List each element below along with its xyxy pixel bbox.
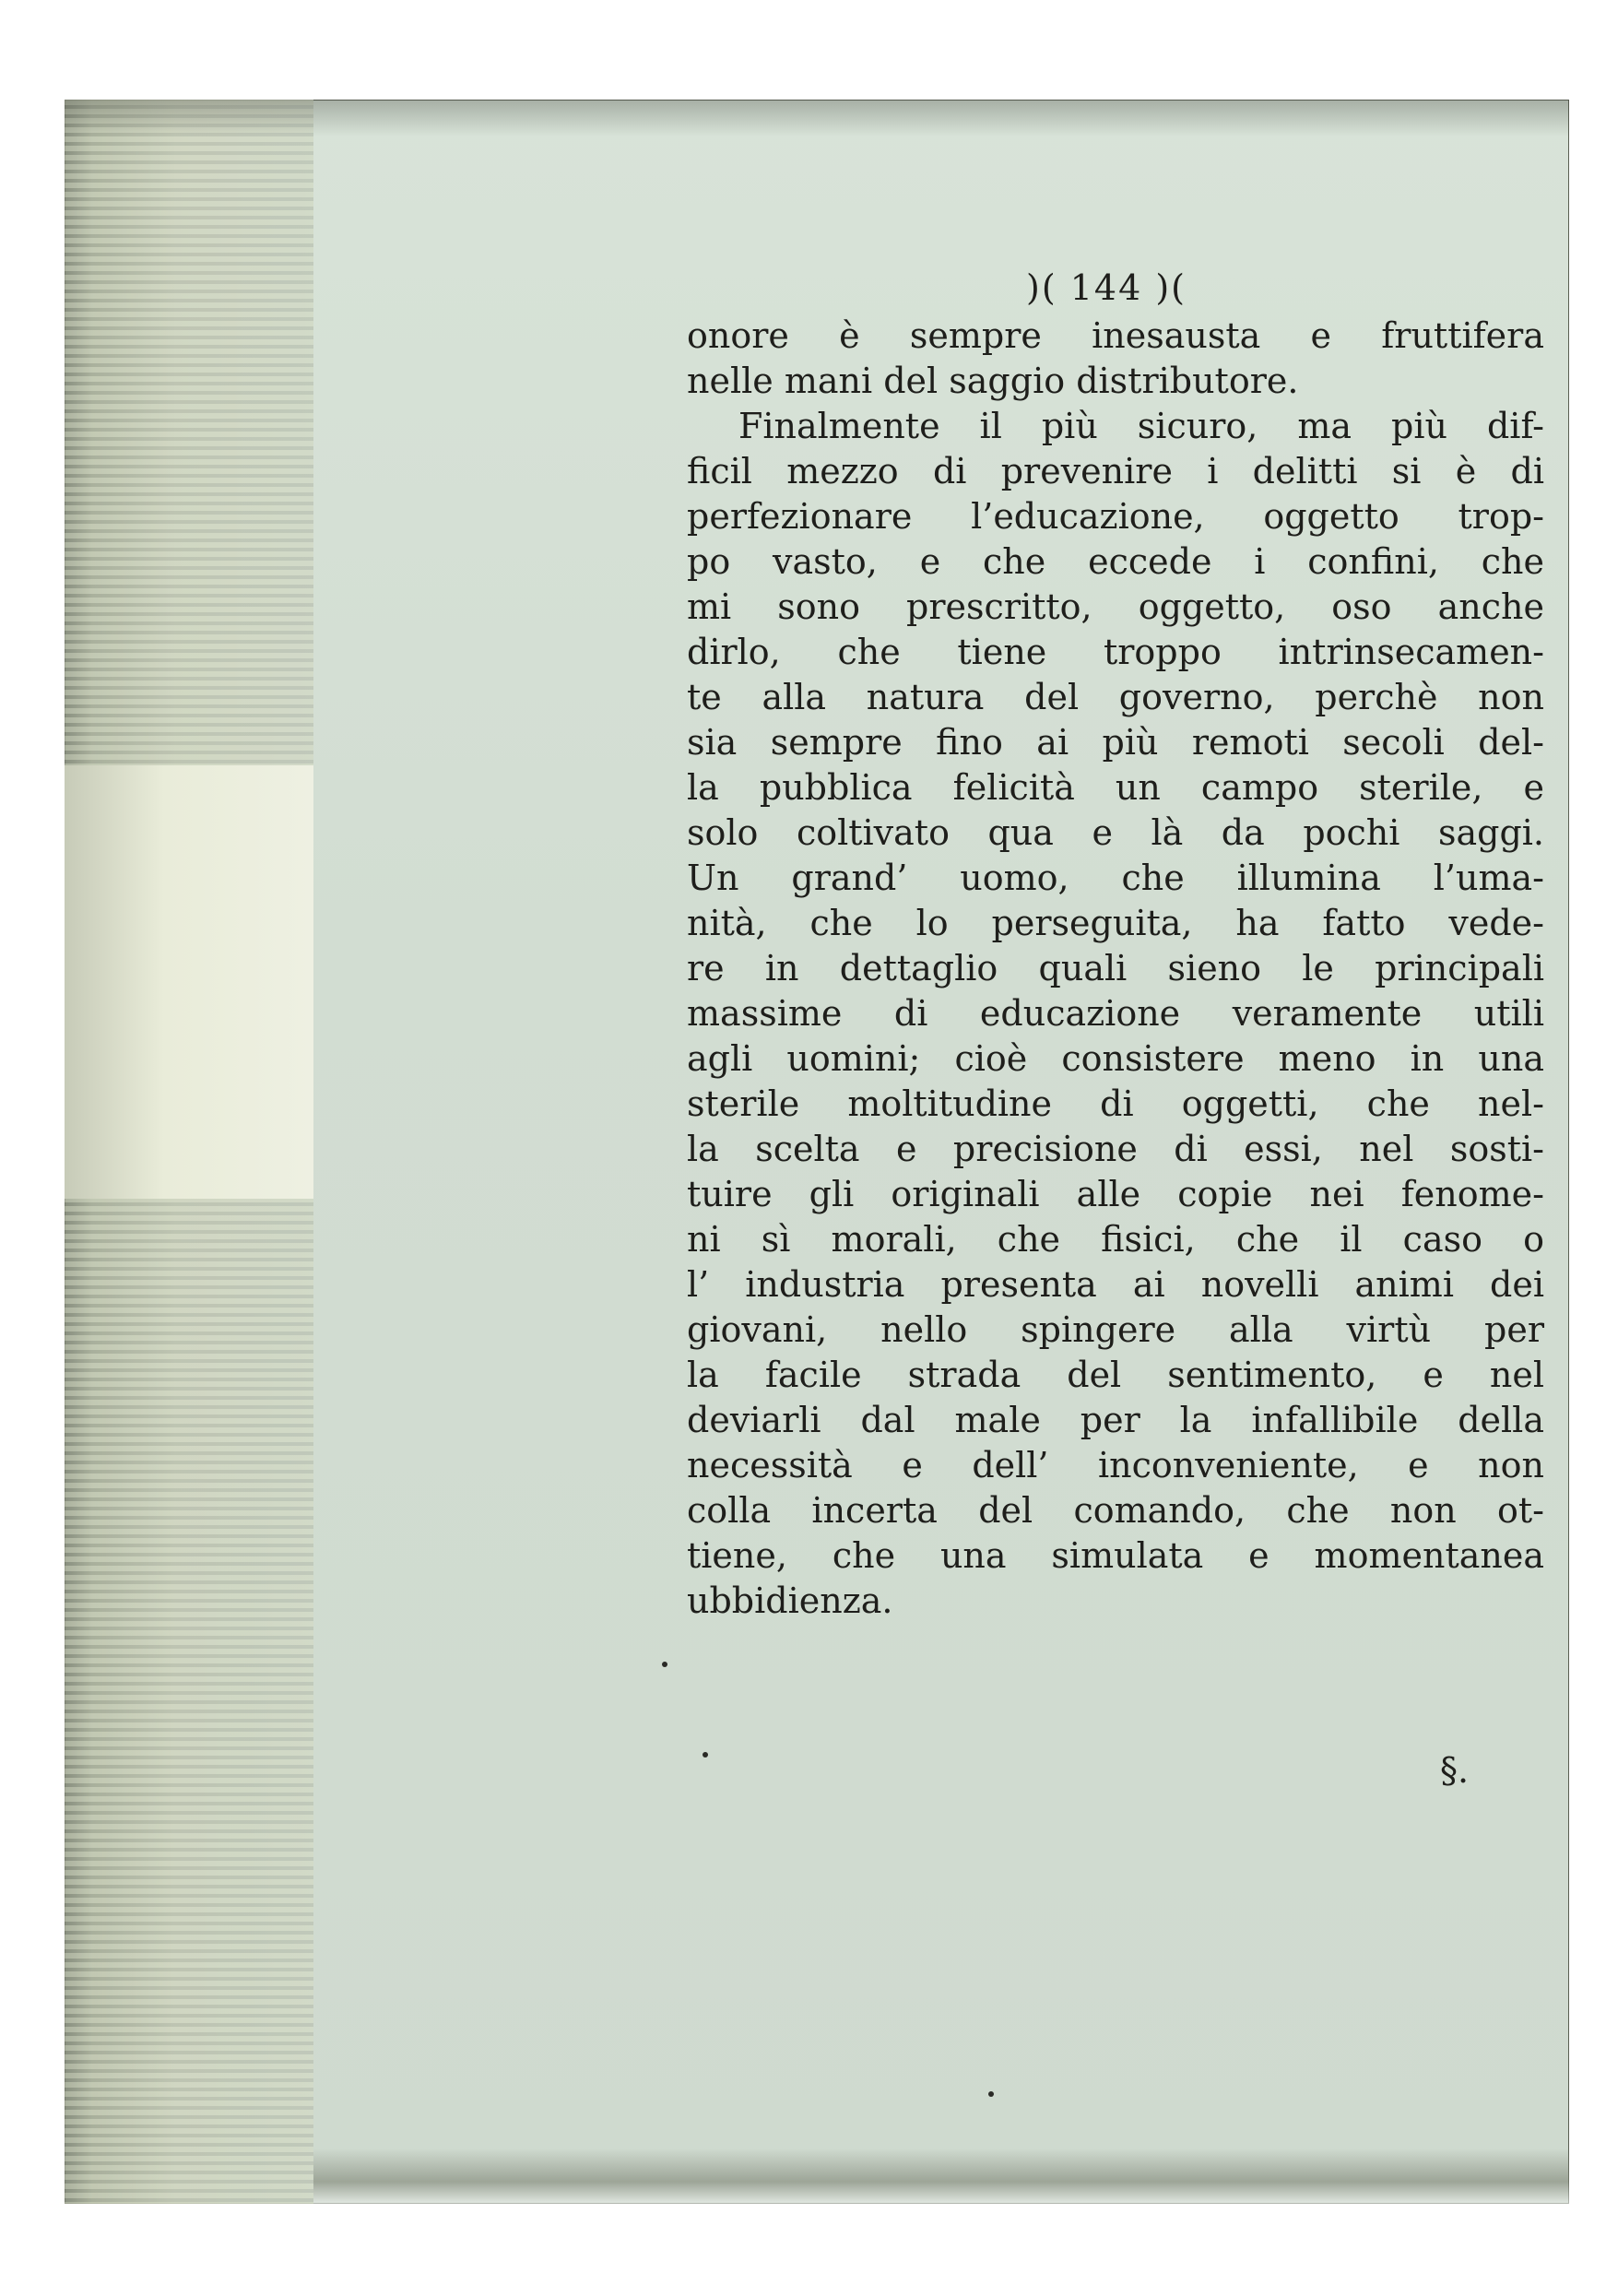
text-line: giovani, nello spingere alla virtù per xyxy=(687,1309,1544,1350)
text-line: Finalmente il più sicuro, ma più dif- xyxy=(738,406,1544,446)
text-line: onore è sempre inesausta e fruttifera xyxy=(687,315,1544,356)
stray-ink-dot xyxy=(703,1752,708,1758)
page-top-edge xyxy=(65,100,1569,136)
text-line: la scelta e precisione di essi, nel sosti- xyxy=(687,1129,1544,1169)
text-line: te alla natura del governo, perchè non xyxy=(687,677,1544,717)
text-line: tuire gli originali alle copie nei fenome- xyxy=(687,1174,1544,1214)
text-line: deviarli dal male per la infallibile della xyxy=(687,1400,1544,1440)
text-line: Un grand’ uomo, che illumina l’uma- xyxy=(687,858,1544,898)
text-line: nità, che lo perseguita, ha fatto vede- xyxy=(687,903,1544,943)
page-text-block xyxy=(687,267,1544,1624)
page-bottom-edge xyxy=(313,2148,1569,2204)
text-line: ni sì morali, che fisici, che il caso o xyxy=(687,1219,1544,1260)
text-line: necessità e dell’ inconveniente, e non xyxy=(687,1445,1544,1485)
catchword-section-sign: §. xyxy=(1440,1750,1470,1791)
gutter-highlight xyxy=(65,765,313,1199)
page-number-header: )( 144 )( xyxy=(1026,267,1187,308)
text-line: sia sempre fino ai più remoti secoli del- xyxy=(687,722,1544,763)
text-line: nelle mani del saggio distributore. xyxy=(687,361,1299,401)
text-line: la facile strada del sentimento, e nel xyxy=(687,1355,1544,1395)
text-line: ubbidienza. xyxy=(687,1580,893,1621)
stray-ink-dot xyxy=(662,1662,667,1667)
text-line: perfezionare l’educazione, oggetto trop- xyxy=(687,496,1544,537)
text-line: agli uomini; cioè consistere meno in una xyxy=(687,1038,1544,1079)
text-line: colla incerta del comando, che non ot- xyxy=(687,1490,1544,1531)
text-line: po vasto, e che eccede i confini, che xyxy=(687,541,1544,582)
text-line: solo coltivato qua e là da pochi saggi. xyxy=(687,812,1544,853)
text-line: re in dettaglio quali sieno le principali xyxy=(687,948,1544,988)
text-line: massime di educazione veramente utili xyxy=(687,993,1544,1034)
text-line: dirlo, che tiene troppo intrinsecamen- xyxy=(687,632,1544,672)
text-line: ficil mezzo di prevenire i delitti si è di xyxy=(687,451,1544,491)
text-line: l’ industria presenta ai novelli animi dei xyxy=(687,1264,1544,1305)
text-line: la pubblica felicità un campo sterile, e xyxy=(687,767,1544,808)
text-line: tiene, che una simulata e momentanea xyxy=(687,1535,1544,1576)
text-line: sterile moltitudine di oggetti, che nel- xyxy=(687,1083,1544,1124)
stray-ink-dot xyxy=(988,2091,994,2097)
text-line: mi sono prescritto, oggetto, oso anche xyxy=(687,586,1544,627)
